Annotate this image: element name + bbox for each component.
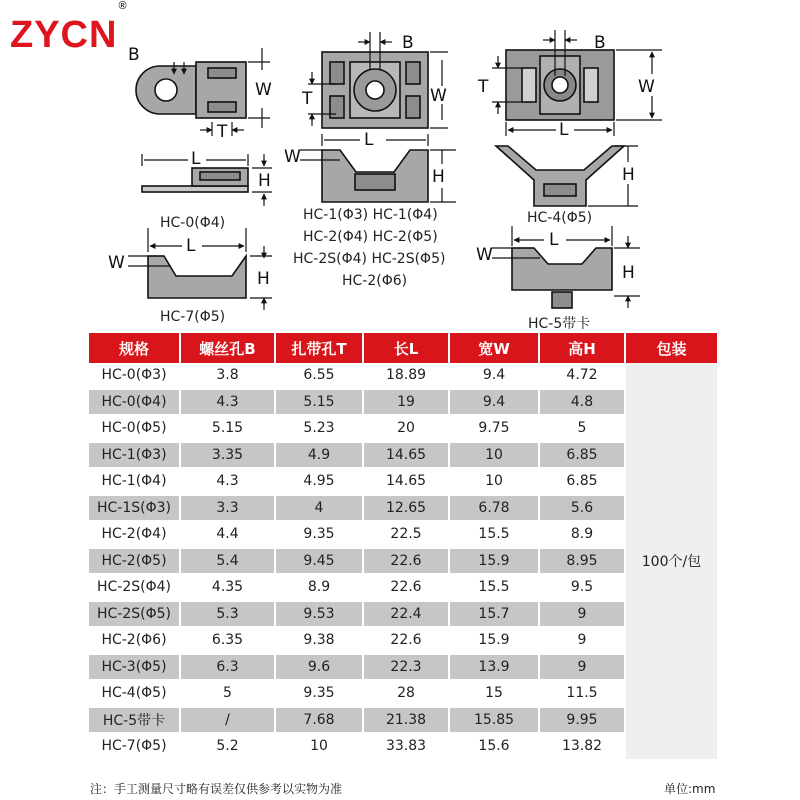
header-model: 规格 <box>89 333 180 363</box>
table-cell: 15 <box>449 680 539 707</box>
header-length: 长L <box>363 333 449 363</box>
table-cell: 15.5 <box>449 574 539 601</box>
table-row <box>89 654 718 681</box>
header-width: 宽W <box>449 333 539 363</box>
table-row <box>89 574 718 601</box>
hc4-caption: HC-4(Φ5) <box>527 210 593 226</box>
table-cell: 4.95 <box>275 468 363 495</box>
hc4-label-h: H <box>622 165 635 185</box>
hc0-label-w: W <box>255 80 272 100</box>
table-cell: 9 <box>539 627 625 654</box>
table-cell: HC-2S(Φ4) <box>89 574 180 601</box>
hc5-label-h: H <box>622 263 635 283</box>
footer-note: 注：手工测量尺寸略有误差仅供参考以实物为准 <box>90 782 343 796</box>
table-cell: 33.83 <box>363 733 449 760</box>
table-cell: 4.72 <box>539 363 625 389</box>
table-cell: 6.85 <box>539 468 625 495</box>
table-cell: HC-1(Φ3) <box>89 442 180 469</box>
hc1-label-l: L <box>364 130 374 150</box>
table-row <box>89 627 718 654</box>
table-cell: HC-1(Φ4) <box>89 468 180 495</box>
header-screw-hole: 螺丝孔B <box>180 333 275 363</box>
table-cell: 6.78 <box>449 495 539 522</box>
spec-table <box>89 333 719 761</box>
table-cell: 22.6 <box>363 627 449 654</box>
table-cell: 4.9 <box>275 442 363 469</box>
hc4-side-view <box>496 146 624 206</box>
table-row <box>89 680 718 707</box>
table-cell: 14.65 <box>363 442 449 469</box>
table-row <box>89 601 718 628</box>
table-row <box>89 495 718 522</box>
table-cell: 15.6 <box>449 733 539 760</box>
table-cell: 8.9 <box>275 574 363 601</box>
hc5-caption: HC-5带卡 <box>528 316 591 332</box>
table-cell: 9.35 <box>275 521 363 548</box>
hc4-label-w: W <box>638 77 655 97</box>
hc7-label-h: H <box>257 269 270 289</box>
hc1-label-w2: W <box>284 147 301 167</box>
table-cell: 4 <box>275 495 363 522</box>
table-cell: HC-4(Φ5) <box>89 680 180 707</box>
table-cell: 18.89 <box>363 363 449 389</box>
table-cell: 4.4 <box>180 521 275 548</box>
table-cell: 5.23 <box>275 415 363 442</box>
table-cell: 15.9 <box>449 548 539 575</box>
table-cell: 5 <box>180 680 275 707</box>
table-cell: 12.65 <box>363 495 449 522</box>
hc1-label-w: W <box>430 86 447 106</box>
table-cell: 9 <box>539 601 625 628</box>
table-cell: 5.2 <box>180 733 275 760</box>
hc0-caption: HC-0(Φ4) <box>160 215 226 231</box>
table-cell: HC-2(Φ4) <box>89 521 180 548</box>
table-cell: 4.3 <box>180 468 275 495</box>
table-cell: 21.38 <box>363 707 449 734</box>
hc1-label-h: H <box>432 167 445 187</box>
table-cell: HC-0(Φ4) <box>89 389 180 416</box>
hc4-label-b: B <box>594 33 606 53</box>
table-cell: 5.4 <box>180 548 275 575</box>
hc7-side-view <box>148 256 246 298</box>
table-cell: 15.9 <box>449 627 539 654</box>
header-tie-hole: 扎带孔T <box>275 333 363 363</box>
hc4-top-view <box>506 50 614 120</box>
table-cell: 9.38 <box>275 627 363 654</box>
table-cell: HC-2(Φ5) <box>89 548 180 575</box>
table-cell: 8.9 <box>539 521 625 548</box>
table-cell: 15.7 <box>449 601 539 628</box>
table-row <box>89 415 718 442</box>
hc1-side-view <box>322 150 428 202</box>
table-cell: 9.95 <box>539 707 625 734</box>
hc1-top-view <box>322 52 428 128</box>
table-cell: 9.4 <box>449 389 539 416</box>
table-cell: HC-7(Φ5) <box>89 733 180 760</box>
table-cell: 10 <box>275 733 363 760</box>
table-cell: 5.15 <box>275 389 363 416</box>
table-row <box>89 468 718 495</box>
hc0-label-l: L <box>191 149 201 169</box>
hc5-side-view <box>512 248 612 308</box>
table-cell: HC-5带卡 <box>89 707 180 734</box>
table-cell: 22.6 <box>363 574 449 601</box>
table-cell: 9.45 <box>275 548 363 575</box>
table-cell: 9.75 <box>449 415 539 442</box>
table-cell: 4.3 <box>180 389 275 416</box>
hc7-label-l: L <box>186 236 196 256</box>
hc4-label-t: T <box>478 77 489 97</box>
hc1-caption-line-2: HC-2(Φ4) HC-2(Φ5) <box>303 229 438 245</box>
header-packaging: 包装 <box>625 333 718 363</box>
table-row <box>89 521 718 548</box>
table-cell: 4.35 <box>180 574 275 601</box>
table-cell: 4.8 <box>539 389 625 416</box>
table-cell: HC-2(Φ6) <box>89 627 180 654</box>
table-cell: 15.85 <box>449 707 539 734</box>
table-cell: 10 <box>449 468 539 495</box>
table-cell: 5 <box>539 415 625 442</box>
hc0-label-b: B <box>128 45 140 65</box>
hc7-caption: HC-7(Φ5) <box>160 309 226 325</box>
table-cell: HC-0(Φ5) <box>89 415 180 442</box>
table-cell: 6.35 <box>180 627 275 654</box>
hc1-caption-line-3: HC-2S(Φ4) HC-2S(Φ5) <box>293 251 446 267</box>
table-cell: HC-3(Φ5) <box>89 654 180 681</box>
table-cell: 7.68 <box>275 707 363 734</box>
table-cell: 9.5 <box>539 574 625 601</box>
table-cell: 5.3 <box>180 601 275 628</box>
table-row <box>89 733 718 760</box>
table-cell: 22.3 <box>363 654 449 681</box>
table-cell: 9.35 <box>275 680 363 707</box>
table-cell: HC-1S(Φ3) <box>89 495 180 522</box>
table-cell: 19 <box>363 389 449 416</box>
table-cell: 13.9 <box>449 654 539 681</box>
hc1-caption-line-4: HC-2(Φ6) <box>342 273 408 289</box>
table-cell: 3.35 <box>180 442 275 469</box>
hc0-side-view <box>142 168 248 192</box>
table-cell: 22.4 <box>363 601 449 628</box>
table-row <box>89 707 718 734</box>
table-cell: 6.3 <box>180 654 275 681</box>
table-cell: 3.8 <box>180 363 275 389</box>
table-cell: 5.6 <box>539 495 625 522</box>
hc1-label-t: T <box>302 89 313 109</box>
table-cell: 10 <box>449 442 539 469</box>
hc7-label-w: W <box>108 253 125 273</box>
hc0-top-view <box>136 62 246 118</box>
table-cell: 11.5 <box>539 680 625 707</box>
brand-logo: ZYCN® <box>10 0 128 56</box>
unit-label: 单位:mm <box>664 782 716 796</box>
table-cell: 9.6 <box>275 654 363 681</box>
header-height: 高H <box>539 333 625 363</box>
table-cell: 3.3 <box>180 495 275 522</box>
table-cell: 28 <box>363 680 449 707</box>
packaging-cell: 100个/包 <box>625 363 718 760</box>
spec-table-header <box>89 333 718 363</box>
table-row <box>89 363 718 389</box>
hc0-label-t: T <box>217 122 228 142</box>
table-row <box>89 442 718 469</box>
table-cell: / <box>180 707 275 734</box>
table-row <box>89 389 718 416</box>
hc5-label-w: W <box>476 245 493 265</box>
table-cell: 22.6 <box>363 548 449 575</box>
hc0-label-h: H <box>258 171 271 191</box>
hc1-caption-line-1: HC-1(Φ3) HC-1(Φ4) <box>303 207 438 223</box>
table-cell: HC-2S(Φ5) <box>89 601 180 628</box>
table-cell: 9.4 <box>449 363 539 389</box>
table-cell: 22.5 <box>363 521 449 548</box>
hc1-label-b: B <box>402 33 414 53</box>
table-cell: 6.85 <box>539 442 625 469</box>
table-cell: 13.82 <box>539 733 625 760</box>
table-cell: 14.65 <box>363 468 449 495</box>
table-cell: HC-0(Φ3) <box>89 363 180 389</box>
table-cell: 9.53 <box>275 601 363 628</box>
hc4-label-l: L <box>559 120 569 140</box>
table-cell: 6.55 <box>275 363 363 389</box>
hc5-label-l: L <box>549 230 559 250</box>
table-cell: 9 <box>539 654 625 681</box>
table-cell: 5.15 <box>180 415 275 442</box>
table-cell: 8.95 <box>539 548 625 575</box>
table-cell: 15.5 <box>449 521 539 548</box>
table-cell: 20 <box>363 415 449 442</box>
table-row <box>89 548 718 575</box>
